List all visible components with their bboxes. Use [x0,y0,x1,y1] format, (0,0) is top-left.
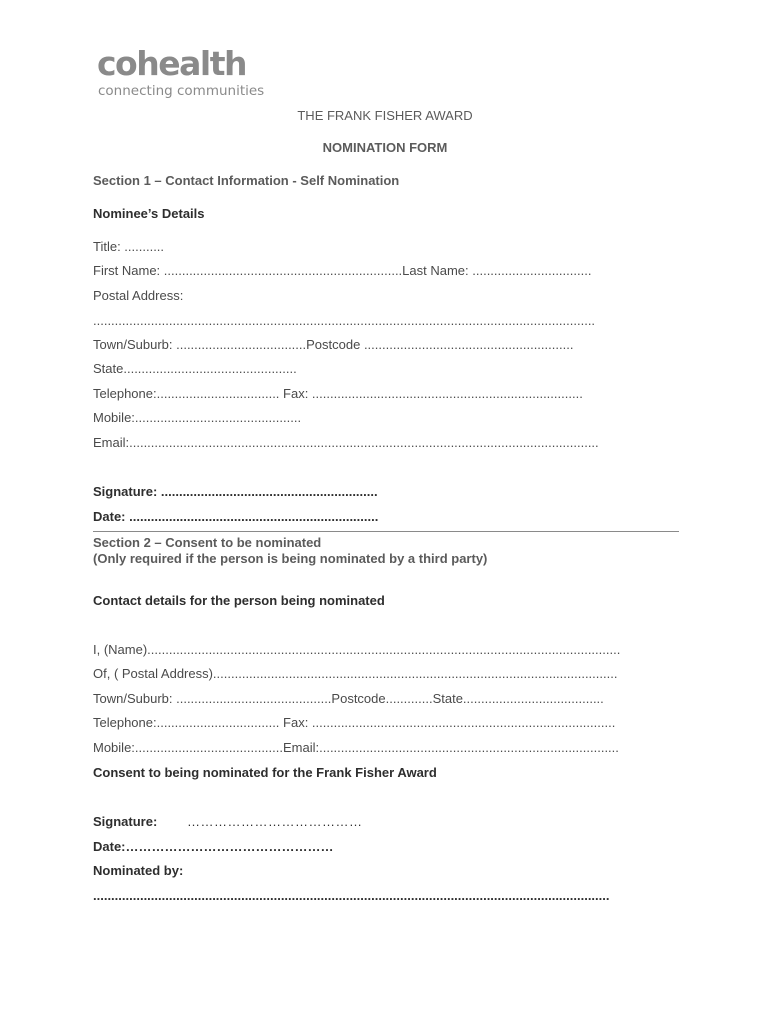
contact-details-heading: Contact details for the person being nominated [93,593,385,608]
form-title: NOMINATION FORM [322,140,448,155]
consent-name-field[interactable]: I, (Name)................................................................................................................................... [93,642,621,657]
nominated-by-label: Nominated by: [93,863,184,878]
section1-heading: Section 1 – Contact Information - Self Nomination [93,173,400,188]
nominee-details-heading: Nominee’s Details [93,206,205,221]
mobile-field[interactable]: Mobile:.............................................. [93,410,302,425]
postal-address-label: Postal Address: [93,288,184,303]
award-title: THE FRANK FISHER AWARD [297,108,473,123]
signature-field[interactable]: Signature: ............................................................ [93,484,378,499]
date-field[interactable]: Date: ..................................................................... [93,509,379,524]
consent-postal-field[interactable]: Of, ( Postal Address)................................................................................................................ [93,666,618,681]
consent-mobile-email-fields[interactable]: Mobile:.........................................Email:................................................................................... [93,740,619,755]
consent-town-postcode-state-fields[interactable]: Town/Suburb: ...........................................Postcode.............State....................................... [93,691,604,706]
logo-tagline: connecting communities [98,83,265,99]
email-field[interactable]: Email:.................................................................................................................................. [93,435,599,450]
consent-signature-field[interactable]: ………………………………… [187,814,363,829]
postal-address-field[interactable]: ........................................................................................................................................... [93,313,596,328]
consent-date-field[interactable]: Date:………………………………………… [93,839,334,854]
nominated-by-field[interactable]: ............................................................................................................................................... [93,888,610,903]
section2-note: (Only required if the person is being nominated by a third party) [93,551,488,566]
consent-signature-label: Signature: [93,814,158,829]
section2-heading: Section 2 – Consent to be nominated [93,535,322,550]
telephone-fax-fields[interactable]: Telephone:.................................. Fax: ........................................................................... [93,386,583,401]
consent-telephone-fax-fields[interactable]: Telephone:.................................. Fax: .................................................................................... [93,715,616,730]
logo-wordmark: cohealth [97,44,246,83]
title-field[interactable]: Title: ........... [93,239,165,254]
consent-heading: Consent to being nominated for the Frank Fisher Award [93,765,437,780]
town-postcode-fields[interactable]: Town/Suburb: ....................................Postcode .......................................................... [93,337,574,352]
section-divider [93,531,679,532]
cohealth-logo [97,44,277,104]
state-field[interactable]: State................................................ [93,361,297,376]
name-fields[interactable]: First Name: ..................................................................Last Name: ................................. [93,263,592,278]
